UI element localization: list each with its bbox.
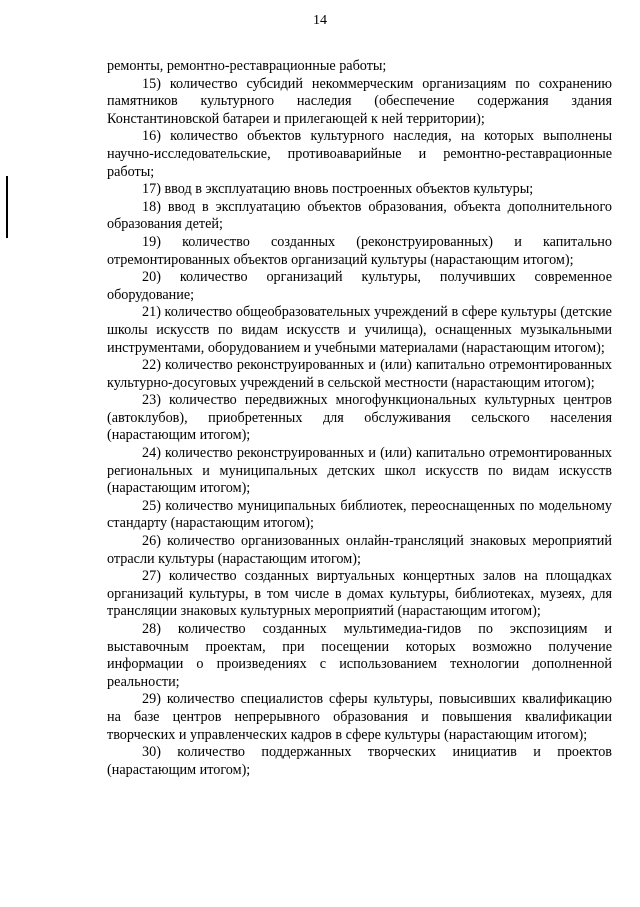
- list-item-28: 28) количество созданных мультимедиа-гидов по экспозициям и выставочным проектам, при посещении которых возможно получение информации о произведениях с использованием технологии дополненной реальности;: [107, 621, 612, 690]
- list-item-16: 16) количество объектов культурного наследия, на которых выполнены научно-исследовательские, противоаварийные и ремонтно-реставрационные работы;: [107, 128, 612, 180]
- list-item-24: 24) количество реконструированных и (или) капитально отремонтированных региональных и муниципальных детских школ искусств по видам искусств (нарастающим итогом);: [107, 445, 612, 497]
- list-item-26: 26) количество организованных онлайн-трансляций знаковых мероприятий отрасли культуры (нарастающим итогом);: [107, 533, 612, 567]
- list-item-18: 18) ввод в эксплуатацию объектов образования, объекта дополнительного образования детей;: [107, 198, 612, 233]
- list-item-19: 19) количество созданных (реконструированных) и капитально отремонтированных объектов организаций культуры (нарастающим итогом);: [107, 233, 612, 268]
- paragraph-continuation: ремонты, ремонтно-реставрационные работы;: [107, 58, 387, 74]
- list-item-23: 23) количество передвижных многофункциональных культурных центров (автоклубов), приобретенных для обслуживания сельского населения (нарастающим итогом);: [107, 392, 612, 444]
- list-item-27: 27) количество созданных виртуальных концертных залов на площадках организаций культуры, в том числе в домах культуры, библиотеках, музеях, для трансляции знаковых культурных мероприятий (нарастающим итогом);: [107, 568, 612, 620]
- list-item-25: 25) количество муниципальных библиотек, переоснащенных по модельному стандарту (нарастающим итогом);: [107, 497, 612, 532]
- list-item-30: 30) количество поддержанных творческих инициатив и проектов (нарастающим итогом);: [107, 744, 612, 778]
- list-item-17: 17) ввод в эксплуатацию вновь построенных объектов культуры;: [142, 181, 534, 198]
- list-item-21: 21) количество общеобразовательных учреждений в сфере культуры (детские школы искусств по видам искусств и училища), оснащенных музыкальными инструментами, оборудованием и учебными материалами (нарастающим итогом);: [107, 304, 612, 356]
- margin-mark: [6, 176, 8, 238]
- page-number: 14: [313, 13, 327, 28]
- list-item-20: 20) количество организаций культуры, получивших современное оборудование;: [107, 269, 612, 303]
- list-item-22: 22) количество реконструированных и (или) капитально отремонтированных культурно-досуговых учреждений в сельской местности (нарастающим итогом);: [107, 357, 612, 391]
- list-item-15: 15) количество субсидий некоммерческим организациям по сохранению памятников культурного наследия (обеспечение содержания здания Константиновской батареи и прилегающей к ней территории);: [107, 75, 612, 127]
- list-item-29: 29) количество специалистов сферы культуры, повысивших квалификацию на базе центров непрерывного образования и повышения квалификации творческих и управленческих кадров в сфере культуры (нарастающим итогом);: [107, 691, 612, 743]
- document-body: [107, 58, 612, 779]
